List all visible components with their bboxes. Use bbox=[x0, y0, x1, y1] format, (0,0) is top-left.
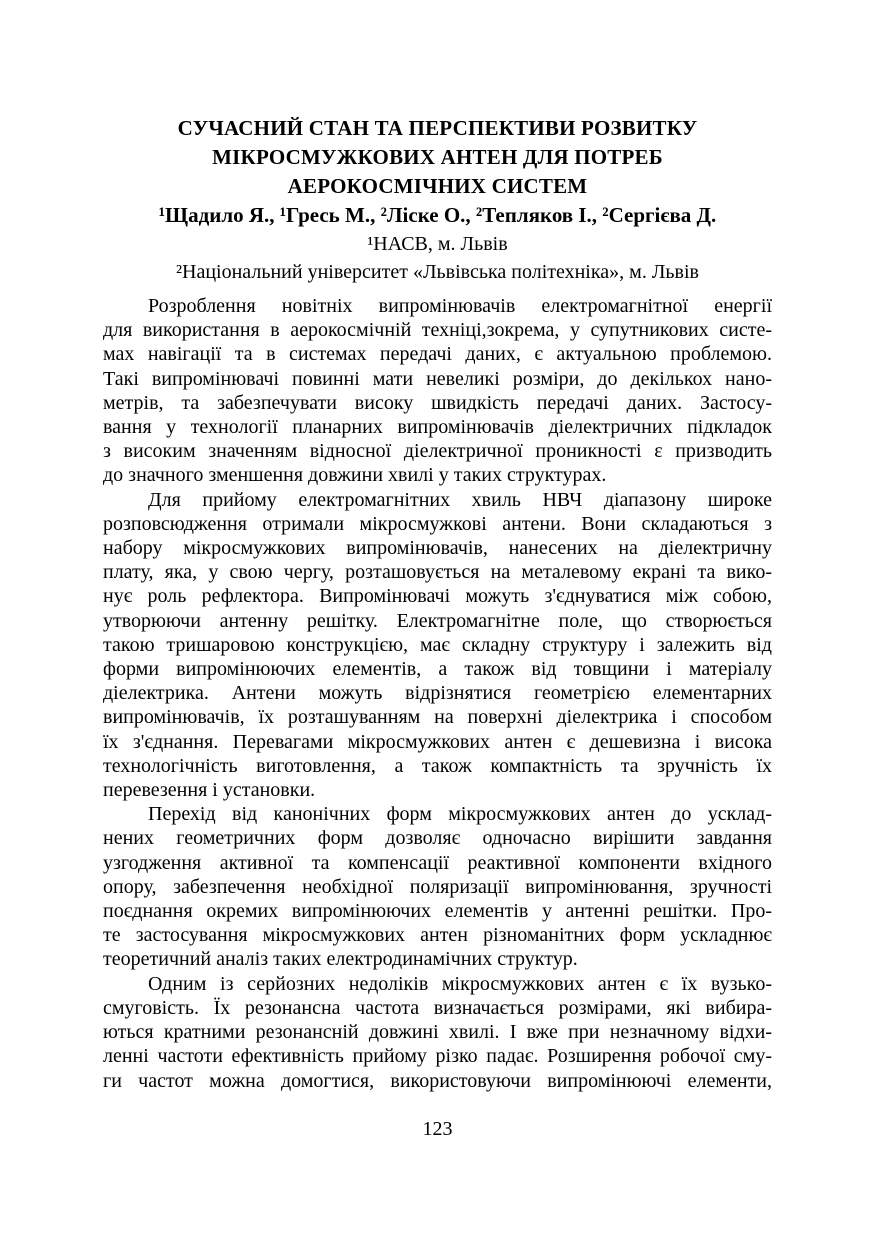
title-line-2: МІКРОСМУЖКОВИХ АНТЕН ДЛЯ ПОТРЕБ bbox=[212, 145, 663, 169]
text-line: Розроблення новітніх випромінювачів електромагнітної енергії bbox=[148, 295, 772, 317]
text-line: до значного зменшення довжини хвилі у таких структурах. bbox=[103, 464, 607, 487]
text-line: розповсюдження отримали мікросмужкові антени. Вони складаються з bbox=[103, 512, 772, 535]
paragraph bbox=[103, 294, 772, 488]
paragraph bbox=[103, 488, 772, 803]
text-line: ються кратними резонансній довжині хвилі. І вже при незначному відхи- bbox=[103, 1021, 772, 1044]
text-line: нених геометричних форм дозволяє одночасно вирішити завдання bbox=[103, 827, 772, 850]
text-line: для використання в аерокосмічній техніці,зокрема, у супутникових систе- bbox=[103, 319, 772, 342]
text-line: те застосування мікросмужкових антен різноманітних форм ускладнює bbox=[103, 924, 772, 947]
article-title bbox=[103, 114, 772, 201]
text-line: поєднання окремих випромінюючих елементів у антенні решітки. Про- bbox=[103, 900, 772, 923]
text-line: такою тришаровою конструкцією, має складну структуру і залежить від bbox=[103, 633, 772, 656]
text-line: вання у технології планарних випромінювачів діелектричних підкладок bbox=[103, 416, 772, 439]
affiliation-line-2: ²Національний університет «Львівська політехніка», м. Львів bbox=[176, 261, 699, 283]
page-number: 123 bbox=[422, 1118, 453, 1140]
text-line: з високим значенням відносної діелектричної проникності ε призводить bbox=[103, 440, 772, 463]
title-line-1: СУЧАСНИЙ СТАН ТА ПЕРСПЕКТИВИ РОЗВИТКУ bbox=[177, 116, 698, 140]
text-line: теоретичний аналіз таких електродинамічних структур. bbox=[103, 948, 578, 971]
paragraph bbox=[103, 972, 772, 1093]
authors-line: ¹Щадило Я., ¹Гресь М., ²Ліске О., ²Тепляков І., ²Сергієва Д. bbox=[158, 203, 717, 227]
paragraph bbox=[103, 802, 772, 971]
text-line: ги частот можна домогтися, використовуючи випромінюючі елементи, bbox=[103, 1069, 772, 1092]
text-line: Для прийому електромагнітних хвиль НВЧ діапазону широке bbox=[148, 488, 772, 511]
text-line: утворюючи антенну решітку. Електромагнітне поле, що створюється bbox=[103, 609, 772, 632]
text-line: мах навігації та в системах передачі даних, є актуальною проблемою. bbox=[103, 343, 772, 366]
text-line: технологічність виготовлення, а також компактність та зручність їх bbox=[103, 754, 772, 777]
document-body bbox=[103, 294, 772, 1093]
text-line: набору мікросмужкових випромінювачів, нанесених на діелектричну bbox=[103, 537, 772, 560]
text-line: ленні частоти ефективність прийому різко падає. Розширення робочої сму- bbox=[103, 1045, 772, 1068]
text-line: смуговість. Їх резонансна частота визначається розмірами, які вибира- bbox=[103, 996, 772, 1019]
text-line: випромінювачів, їх розташуванням на поверхні діелектрика і способом bbox=[103, 706, 772, 729]
text-line: Перехід від канонічних форм мікросмужкових антен до усклад- bbox=[148, 803, 772, 826]
affiliation-line-1: ¹НАСВ, м. Львів bbox=[367, 233, 508, 255]
text-line: перевезення і установки. bbox=[103, 779, 316, 802]
text-line: опору, забезпечення необхідної поляризації випромінювання, зручності bbox=[103, 875, 772, 898]
text-line: Такі випромінювачі повинні мати невеликі розміри, до декількох нано- bbox=[103, 367, 772, 390]
text-line: метрів, та забезпечувати високу швидкість передачі даних. Застосу- bbox=[103, 391, 772, 414]
text-line: Одним із серйозних недоліків мікросмужкових антен є їх вузько- bbox=[148, 972, 772, 995]
text-line: плату, яка, у свою чергу, розташовується на металевому екрані та вико- bbox=[103, 561, 772, 584]
text-line: форми випромінюючих елементів, а також від товщини і матеріалу bbox=[103, 658, 772, 681]
title-line-3: АЕРОКОСМІЧНИХ СИСТЕМ bbox=[287, 174, 588, 198]
text-line: нує роль рефлектора. Випромінювачі можуть з'єднуватися між собою, bbox=[103, 585, 772, 608]
text-line: їх з'єднання. Перевагами мікросмужкових антен є дешевизна і висока bbox=[103, 730, 772, 753]
text-line: узгодження активної та компенсації реактивної компоненти вхідного bbox=[103, 851, 772, 874]
text-line: діелектрика. Антени можуть відрізнятися геометрією елементарних bbox=[103, 682, 772, 705]
